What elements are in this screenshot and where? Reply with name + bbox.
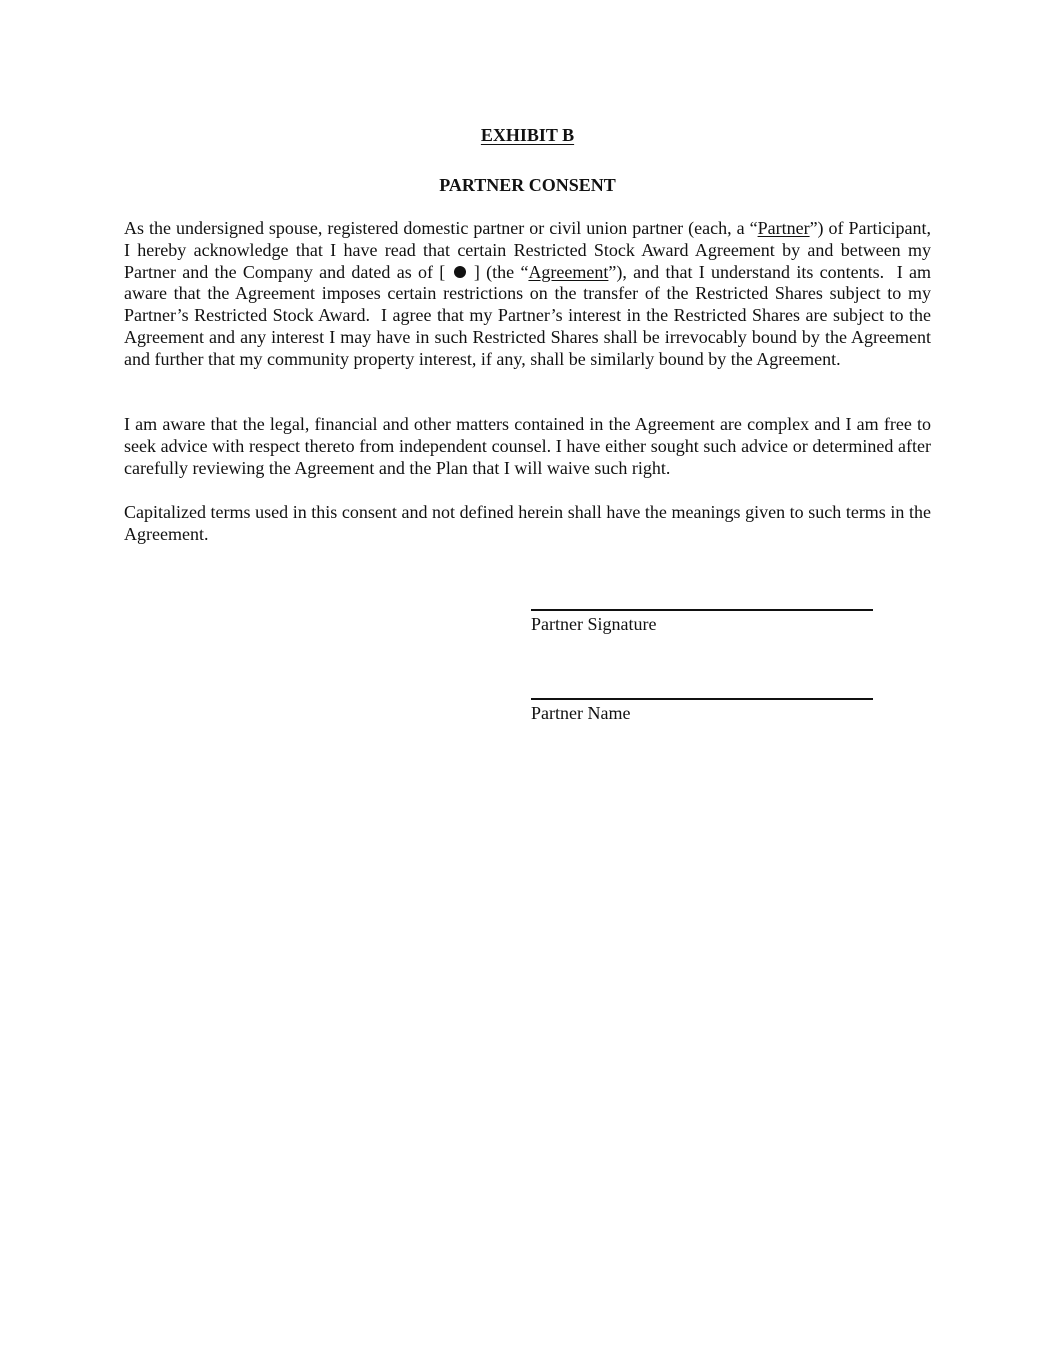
counsel-paragraph: I am aware that the legal, financial and other matters contained in the Agreement are complex and I am free to seek advice with respect thereto from independent counsel. I have either sought such advice or determined after carefully reviewing the Agreement and the Plan that I will waive such right. (124, 414, 931, 478)
consent-title: PARTNER CONSENT (439, 175, 616, 195)
date-placeholder-bullet-icon (454, 266, 466, 278)
acknowledgment-paragraph (124, 218, 931, 371)
name-label: Partner Name (531, 703, 631, 723)
defined-term-partner: Partner (757, 218, 810, 238)
defined-term-agreement: Agreement (528, 261, 609, 282)
paragraph1-text-a: As the undersigned spouse, registered domestic partner or civil union partner (each, a “ (124, 218, 758, 238)
name-line[interactable] (531, 698, 873, 700)
signature-line[interactable] (531, 609, 873, 611)
capitalized-terms-paragraph: Capitalized terms used in this consent and not defined herein shall have the meanings given to such terms in the Agreement. (124, 502, 931, 544)
paragraph1-text-d: ”), and that I understand its contents. I am aware that the Agreement imposes certain restrictions on the transfer of the Restricted Shares subject to my Partner’s Restricted Stock Award. I agree that my Partner’s interest in the Restricted Shares are subject to the Agreement and any interest I may have in such Restricted Shares shall be irrevocably bound by the Agreement and further that my community property interest, if any, shall be similarly bound by the Agreement. (124, 261, 931, 369)
paragraph1-text-c: ] (the “ (473, 261, 529, 282)
partner-signature-block (531, 609, 873, 635)
paragraph1-text-b: ”) of Participant, I hereby acknowledge that I have read that certain Restricted Stock Award Agreement by and between my Partner and the Company and dated as of [ (124, 218, 931, 282)
signature-label: Partner Signature (531, 614, 657, 634)
exhibit-title: EXHIBIT B (480, 125, 575, 145)
partner-name-block (531, 698, 873, 724)
